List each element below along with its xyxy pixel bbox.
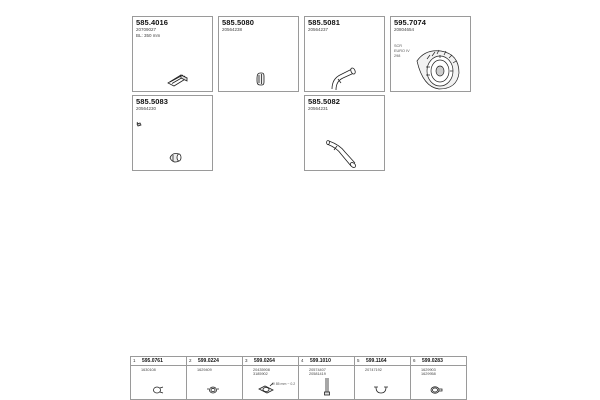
length-spec: BL: 350 mm xyxy=(136,33,161,38)
accessory-number: 595.0761 xyxy=(142,358,163,364)
accessory-index: 6 xyxy=(413,358,416,363)
accessory-index: 1 xyxy=(133,358,136,363)
accessory-oe-number-2: 3185902 xyxy=(253,372,268,376)
accessory-599-0283[interactable] xyxy=(411,357,466,399)
spec-note-1: SCR xyxy=(394,44,403,48)
part-number: 585.5083 xyxy=(136,97,169,106)
pipe-connector-part-icon xyxy=(133,96,214,172)
bent-pipe-part-icon xyxy=(305,96,386,172)
bent-pipe-part-icon xyxy=(305,17,386,93)
band-clamp-icon xyxy=(187,357,243,399)
accessory-oe-number: 20574407 xyxy=(309,368,326,372)
part-card-585-5083[interactable] xyxy=(132,95,213,171)
part-card-595-7074[interactable] xyxy=(390,16,471,92)
oe-number: 20564230 xyxy=(136,106,157,111)
accessory-number: 599.0283 xyxy=(422,358,443,364)
part-number: 585.5081 xyxy=(308,18,341,27)
accessory-index: 4 xyxy=(301,358,304,363)
accessory-595-0761[interactable] xyxy=(131,357,187,399)
oe-number: 20564231 xyxy=(308,106,329,111)
accessory-oe-number: 1629903 xyxy=(421,368,436,372)
accessory-dimension-note: Ø 85 mm ~ 0.2 xyxy=(272,382,296,386)
part-card-585-5080[interactable] xyxy=(218,16,299,92)
rectangular-box-part-icon xyxy=(133,17,214,93)
accessory-oe-number: 1630108 xyxy=(141,368,156,372)
spec-note-3: 298 xyxy=(394,54,401,58)
accessory-599-0264[interactable] xyxy=(243,357,299,399)
accessories-strip xyxy=(130,356,467,400)
clamp-ring-icon xyxy=(131,357,187,399)
accessory-599-0224[interactable] xyxy=(187,357,243,399)
part-number: 585.5080 xyxy=(222,18,255,27)
accessory-number: 599.0264 xyxy=(254,358,275,364)
spec-note-2: EURO IV xyxy=(394,49,410,53)
u-clamp-icon xyxy=(355,357,411,399)
ring-clamp-icon xyxy=(411,357,466,399)
oe-number: 20564237 xyxy=(308,27,329,32)
bolt-icon xyxy=(299,357,355,399)
part-card-585-4016[interactable] xyxy=(132,16,213,92)
flange-icon xyxy=(243,357,299,399)
oe-number: 20804654 xyxy=(394,27,415,32)
accessory-number: 599.1010 xyxy=(310,358,331,364)
part-card-585-5081[interactable] xyxy=(304,16,385,92)
accessory-599-1164[interactable] xyxy=(355,357,411,399)
part-number: 595.7074 xyxy=(394,18,427,27)
oe-number: 20564238 xyxy=(222,27,243,32)
accessory-599-1010[interactable] xyxy=(299,357,355,399)
scr-muffler-part-icon xyxy=(391,17,472,93)
part-number: 585.5082 xyxy=(308,97,341,106)
clamp-part-icon xyxy=(219,17,300,93)
accessory-oe-number: 20435908 xyxy=(253,368,270,372)
part-number: 585.4016 xyxy=(136,18,169,27)
oe-number: 20709027 xyxy=(136,27,157,32)
part-card-585-5082[interactable] xyxy=(304,95,385,171)
accessory-index: 3 xyxy=(245,358,248,363)
accessory-oe-number: 1629409 xyxy=(197,368,212,372)
accessory-number: 599.0224 xyxy=(198,358,219,364)
accessory-oe-number-2: 20581419 xyxy=(309,372,326,376)
accessory-oe-number: 20747192 xyxy=(365,368,382,372)
accessory-number: 599.1164 xyxy=(366,358,387,364)
accessory-oe-number-2: 1629958 xyxy=(421,372,436,376)
accessory-index: 2 xyxy=(189,358,192,363)
accessory-index: 5 xyxy=(357,358,360,363)
